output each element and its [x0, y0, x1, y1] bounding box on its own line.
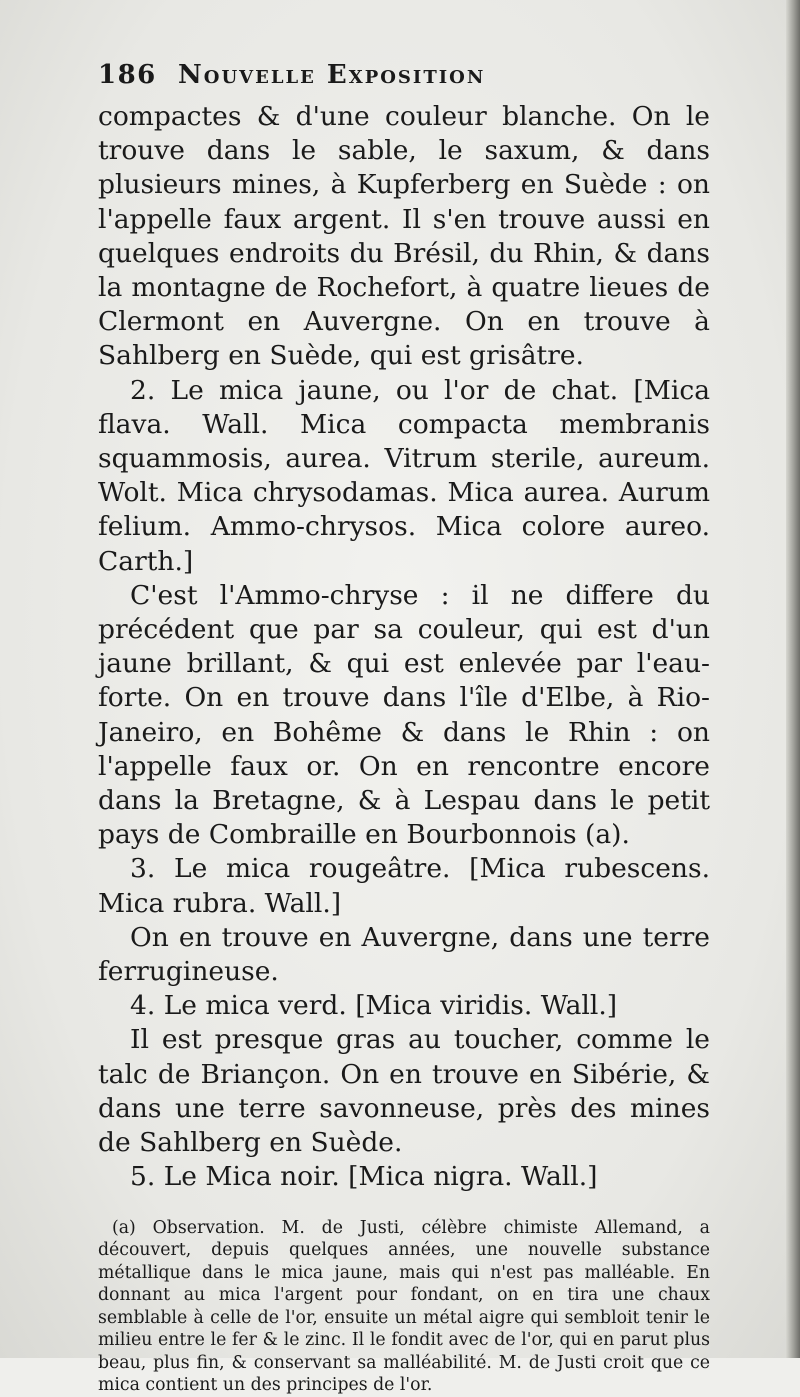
- main-text: [98, 100, 710, 1195]
- paragraph-continuation: compactes & d'une couleur blanche. On le trouve dans le sable, le saxum, & dans plusieurs mines, à Kupferberg en Suède : on l'appelle faux argent. Il s'en trouve aussi en quelques endroits du Brésil, du Rhin, & dans la montagne de Rochefort, à quatre lieues de Clermont en Auvergne. On en trouve à Sahlberg en Suède, qui est grisâtre.: [98, 101, 710, 372]
- entry-mica-verd: 4. Le mica verd. [Mica viridis. Wall.]: [130, 990, 618, 1022]
- running-title: Nouvelle Exposition: [178, 60, 486, 90]
- page-edge-shadow: [786, 0, 800, 1358]
- entry-mica-jaune: 2. Le mica jaune, ou l'or de chat. [Mica flava. Wall. Mica compacta membranis squammosis, aurea. Vitrum sterile, aureum. Wolt. Mica chrysodamas. Mica aurea. Aurum felium. Ammo-chrysos. Mica colore aureo. Carth.]: [98, 374, 710, 577]
- paragraph-briancon: Il est presque gras au toucher, comme le talc de Briançon. On en trouve en Sibérie, & dans une terre savonneuse, près des mines de Sahlberg en Suède.: [98, 1024, 710, 1159]
- footnote-observation: (a) Observation. M. de Justi, célèbre chimiste Allemand, a découvert, depuis quelques années, une nouvelle substance métallique dans le mica jaune, mais qui n'est pas malléable. En donnant au mica l'argent pour fondant, on en tira une chaux semblable à celle de l'or, ensuite un métal aigre qui sembloit tenir le milieu entre le fer & le zinc. Il le fondit avec de l'or, qui en parut plus beau, plus fin, & conservant sa malléabilité. M. de Justi croit que ce mica contient un des principes de l'or.: [98, 1217, 710, 1395]
- paragraph-ammo-chryse: C'est l'Ammo-chryse : il ne differe du précédent que par sa couleur, qui est d'un jaune brillant, & qui est enlevée par l'eau-forte. On en trouve dans l'île d'Elbe, à Rio-Janeiro, en Bohême & dans le Rhin : on l'appelle faux or. On en rencontre encore dans la Bretagne, & à Lespau dans le petit pays de Combraille en Bourbonnois (a).: [98, 579, 710, 851]
- entry-mica-rougeatre: 3. Le mica rougeâtre. [Mica rubescens. Mica rubra. Wall.]: [98, 853, 710, 919]
- footnote: [98, 1217, 710, 1397]
- paragraph-auvergne: On en trouve en Auvergne, dans une terre ferrugineuse.: [98, 921, 710, 988]
- page-content: [98, 60, 710, 1397]
- page-header: [98, 60, 710, 100]
- entry-mica-noir: 5. Le Mica noir. [Mica nigra. Wall.]: [130, 1161, 598, 1193]
- page-number: 186: [98, 60, 157, 90]
